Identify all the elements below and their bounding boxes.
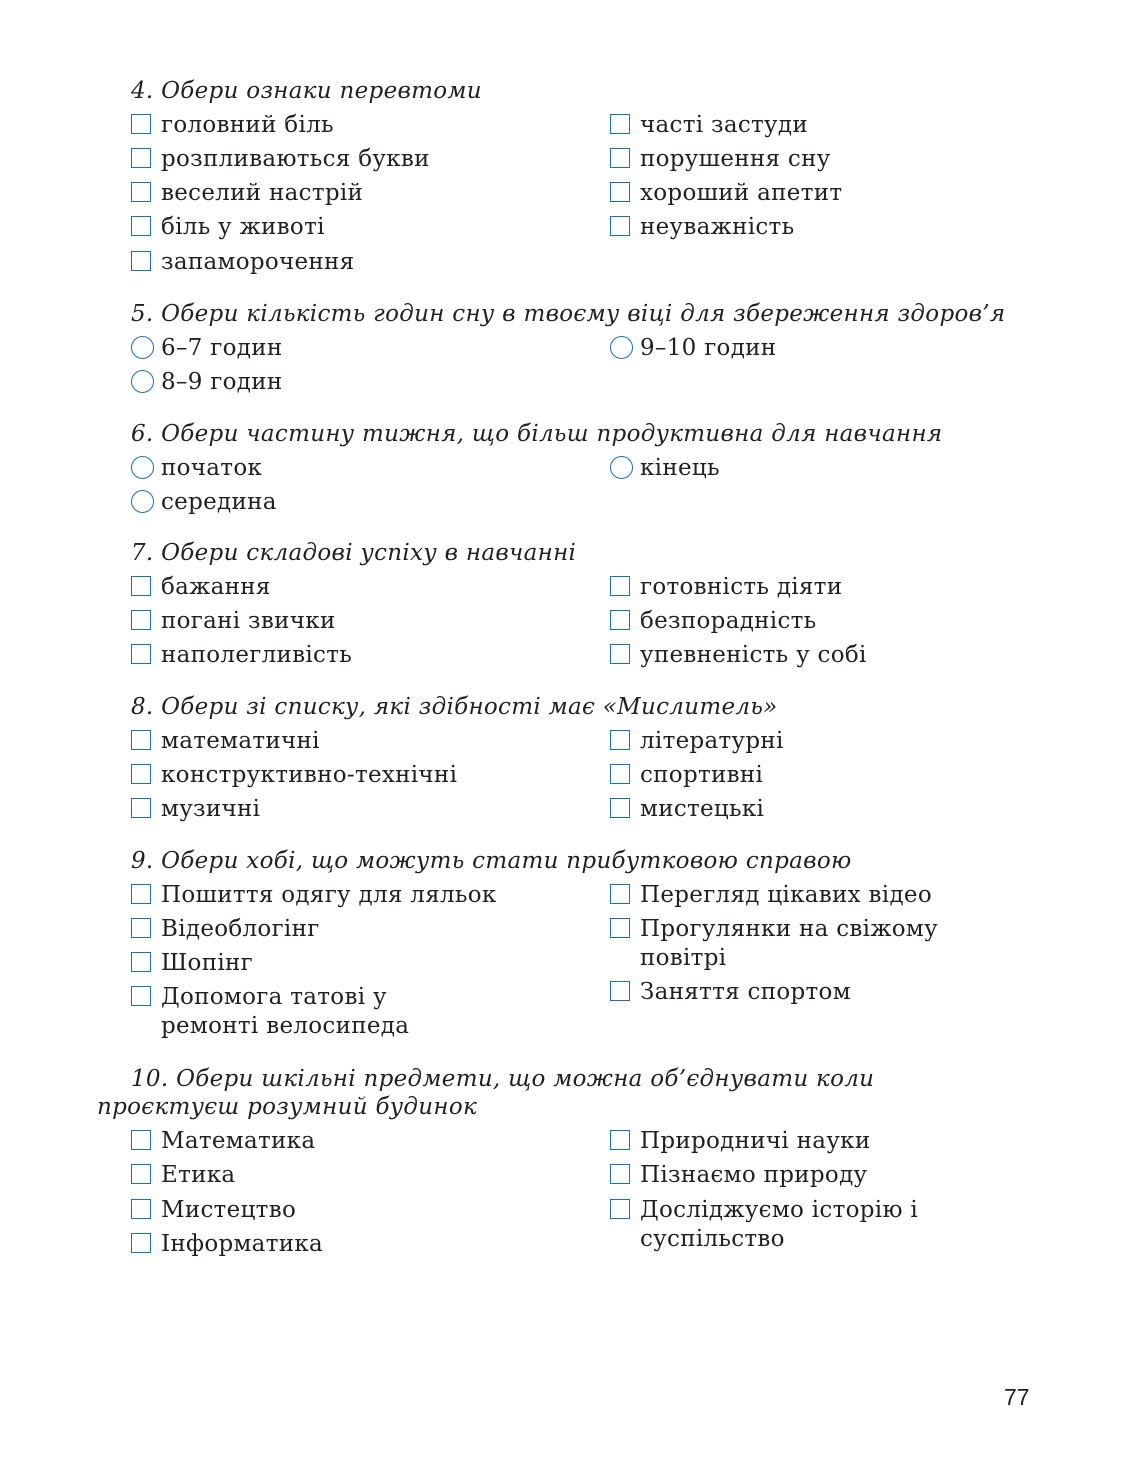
radio-icon[interactable] — [610, 456, 633, 479]
checkbox-icon[interactable] — [131, 764, 151, 784]
option-checkbox[interactable] — [131, 881, 571, 910]
option-label: спортивні — [640, 762, 764, 788]
checkbox-icon[interactable] — [131, 952, 151, 972]
checkbox-icon[interactable] — [610, 798, 630, 818]
option-radio[interactable] — [131, 368, 571, 397]
option-label: хороший апетит — [640, 180, 843, 206]
option-checkbox[interactable] — [610, 1127, 1030, 1156]
option-checkbox[interactable] — [131, 1161, 571, 1190]
option-label: бажання — [161, 574, 271, 600]
option-label: Прогулянки на свіжому повітрі — [640, 916, 938, 971]
question-title: 10. Обери шкільні предмети, що можна об’єднувати коли проєктуєш розумний будинок — [97, 1066, 875, 1120]
option-label: Мистецтво — [161, 1197, 297, 1223]
option-label: головний біль — [161, 112, 334, 138]
radio-icon[interactable] — [131, 456, 154, 479]
option-checkbox[interactable] — [131, 213, 571, 242]
option-checkbox[interactable] — [131, 1196, 571, 1225]
option-checkbox[interactable] — [610, 179, 1030, 208]
option-label: упевненість у собі — [640, 642, 867, 668]
option-checkbox[interactable] — [610, 915, 955, 973]
checkbox-icon[interactable] — [131, 644, 151, 664]
option-label: запаморочення — [161, 249, 355, 275]
option-label: Математика — [161, 1128, 316, 1154]
option-checkbox[interactable] — [131, 727, 571, 756]
option-label: мистецькі — [640, 796, 765, 822]
question-title: 9. Обери хобі, що можуть стати прибутковою справою — [131, 848, 852, 874]
option-checkbox[interactable] — [131, 248, 571, 277]
option-label: готовність діяти — [640, 574, 843, 600]
radio-icon[interactable] — [131, 370, 154, 393]
option-checkbox[interactable] — [131, 795, 571, 824]
checkbox-icon[interactable] — [610, 1164, 630, 1184]
option-checkbox[interactable] — [610, 607, 1030, 636]
checkbox-icon[interactable] — [131, 1164, 151, 1184]
option-checkbox[interactable] — [131, 1127, 571, 1156]
option-label: розпливаються букви — [161, 146, 430, 172]
question-title: 4. Обери ознаки перевтоми — [131, 78, 482, 104]
checkbox-icon[interactable] — [610, 182, 630, 202]
checkbox-icon[interactable] — [131, 576, 151, 596]
checkbox-icon[interactable] — [131, 610, 151, 630]
option-label: наполегливість — [161, 642, 353, 668]
radio-icon[interactable] — [131, 490, 154, 513]
option-label: веселий настрій — [161, 180, 364, 206]
radio-icon[interactable] — [610, 336, 633, 359]
option-label: 6–7 годин — [161, 335, 283, 361]
checkbox-icon[interactable] — [610, 918, 630, 938]
option-label: кінець — [640, 455, 720, 481]
option-label: погані звички — [161, 608, 336, 634]
option-checkbox[interactable] — [131, 761, 571, 790]
option-label: біль у животі — [161, 214, 325, 240]
option-checkbox[interactable] — [610, 881, 1030, 910]
option-label: Заняття спортом — [640, 979, 851, 1005]
option-checkbox[interactable] — [610, 1161, 1030, 1190]
option-label: Перегляд цікавих відео — [640, 882, 932, 908]
option-label: конструктивно-технічні — [161, 762, 458, 788]
option-label: літературні — [640, 728, 784, 754]
checkbox-icon[interactable] — [610, 1130, 630, 1150]
checkbox-icon[interactable] — [131, 798, 151, 818]
option-radio[interactable] — [131, 488, 571, 517]
option-checkbox[interactable] — [131, 1230, 571, 1259]
checkbox-icon[interactable] — [610, 148, 630, 168]
checkbox-icon[interactable] — [610, 981, 630, 1001]
checkbox-icon[interactable] — [131, 884, 151, 904]
checkbox-icon[interactable] — [610, 610, 630, 630]
checkbox-icon[interactable] — [131, 148, 151, 168]
checkbox-icon[interactable] — [610, 216, 630, 236]
option-label: математичні — [161, 728, 320, 754]
option-label: Відеоблогінг — [161, 916, 320, 942]
checkbox-icon[interactable] — [610, 114, 630, 134]
option-label: порушення сну — [640, 146, 831, 172]
option-checkbox[interactable] — [610, 727, 1030, 756]
checkbox-icon[interactable] — [131, 216, 151, 236]
option-radio[interactable] — [131, 334, 571, 363]
option-checkbox[interactable] — [610, 111, 1030, 140]
checkbox-icon[interactable] — [131, 986, 151, 1006]
option-checkbox[interactable] — [610, 978, 1030, 1007]
option-checkbox[interactable] — [131, 641, 571, 670]
option-label: 8–9 годин — [161, 369, 283, 395]
option-label: Природничі науки — [640, 1128, 871, 1154]
checkbox-icon[interactable] — [131, 730, 151, 750]
checkbox-icon[interactable] — [610, 1199, 630, 1219]
radio-icon[interactable] — [131, 336, 154, 359]
checkbox-icon[interactable] — [610, 576, 630, 596]
question-title: 8. Обери зі списку, які здібності має «Мислитель» — [131, 694, 778, 720]
question-title: 7. Обери складові успіху в навчанні — [131, 540, 577, 566]
option-checkbox[interactable] — [131, 949, 571, 978]
checkbox-icon[interactable] — [610, 644, 630, 664]
option-label: середина — [161, 489, 277, 515]
option-checkbox[interactable] — [610, 573, 1030, 602]
checkbox-icon[interactable] — [131, 251, 151, 271]
option-label: Пізнаємо природу — [640, 1162, 868, 1188]
checkbox-icon[interactable] — [131, 1233, 151, 1253]
checkbox-icon[interactable] — [610, 884, 630, 904]
option-label: Шопінг — [161, 950, 253, 976]
option-checkbox[interactable] — [610, 1196, 940, 1254]
option-label: Інформатика — [161, 1231, 324, 1257]
option-checkbox[interactable] — [131, 983, 481, 1041]
option-label: Досліджуємо історію і суспільство — [640, 1197, 919, 1252]
option-checkbox[interactable] — [610, 761, 1030, 790]
option-label: часті застуди — [640, 112, 808, 138]
option-label: 9–10 годин — [640, 335, 777, 361]
checkbox-icon[interactable] — [131, 182, 151, 202]
question-title: 6. Обери частину тижня, що більш продуктивна для навчання — [131, 421, 943, 447]
option-checkbox[interactable] — [610, 145, 1030, 174]
option-label: Етика — [161, 1162, 236, 1188]
checkbox-icon[interactable] — [610, 730, 630, 750]
option-checkbox[interactable] — [131, 145, 571, 174]
option-checkbox[interactable] — [131, 573, 571, 602]
checkbox-icon[interactable] — [131, 1199, 151, 1219]
option-radio[interactable] — [610, 334, 1030, 363]
option-label: Пошиття одягу для ляльок — [161, 882, 497, 908]
question-title: 5. Обери кількість годин сну в твоєму віці для збереження здоров’я — [131, 301, 1006, 327]
option-checkbox[interactable] — [131, 915, 571, 944]
option-checkbox[interactable] — [131, 179, 571, 208]
option-radio[interactable] — [131, 454, 571, 483]
option-checkbox[interactable] — [610, 213, 1030, 242]
checkbox-icon[interactable] — [610, 764, 630, 784]
page-number: 77 — [1004, 1384, 1030, 1410]
option-checkbox[interactable] — [131, 607, 571, 636]
option-checkbox[interactable] — [610, 795, 1030, 824]
option-label: музичні — [161, 796, 261, 822]
option-label: Допомога татові у ремонті велосипеда — [161, 984, 410, 1039]
checkbox-icon[interactable] — [131, 918, 151, 938]
option-label: початок — [161, 455, 263, 481]
option-checkbox[interactable] — [610, 641, 1030, 670]
option-label: неуважність — [640, 214, 795, 240]
option-checkbox[interactable] — [131, 111, 571, 140]
option-label: безпорадність — [640, 608, 817, 634]
checkbox-icon[interactable] — [131, 114, 151, 134]
checkbox-icon[interactable] — [131, 1130, 151, 1150]
option-radio[interactable] — [610, 454, 1030, 483]
